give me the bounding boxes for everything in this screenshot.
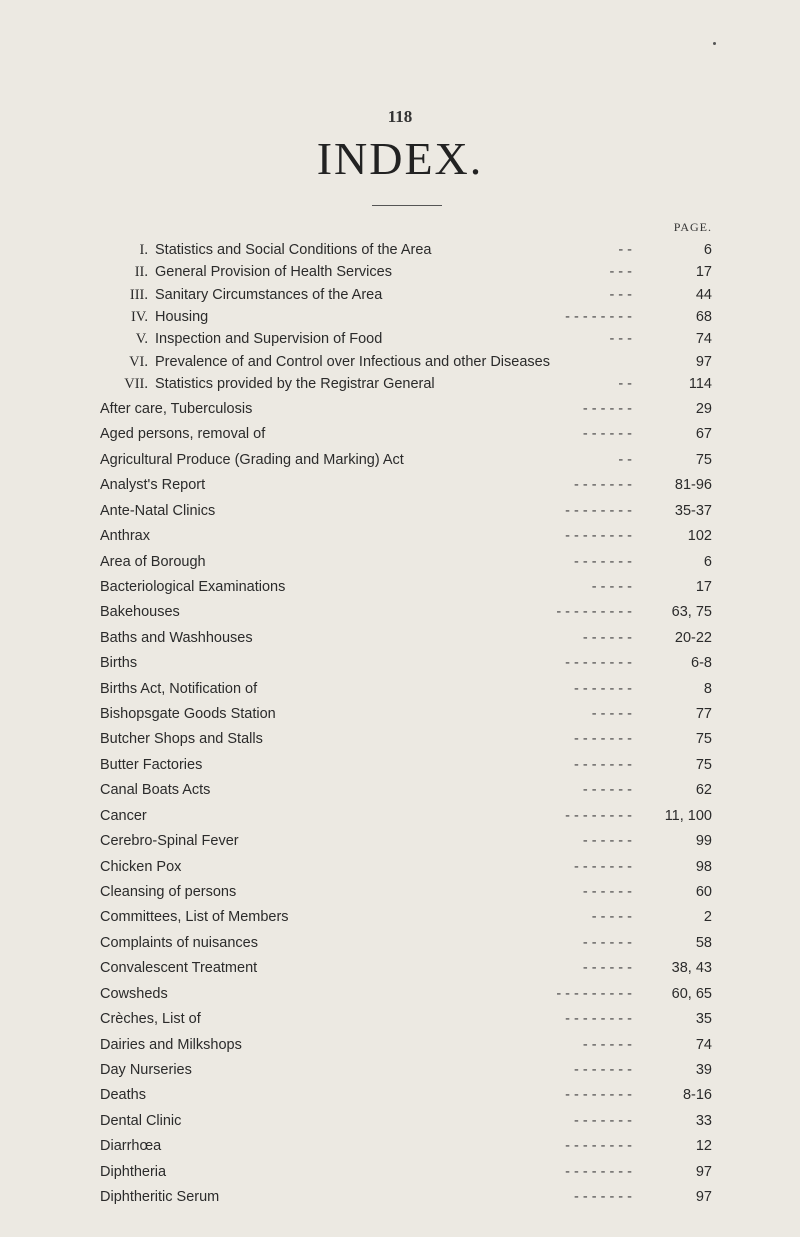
dot-leader: - - - [609,286,632,303]
page-reference: 63, 75 [671,604,712,621]
page-reference: 6 [703,242,712,258]
page-reference: 35-37 [674,502,712,519]
page-column-header: PAGE. [673,220,712,234]
page-reference: 60, 65 [671,985,712,1002]
chapter-row [0,261,800,283]
entry-title: After care, Tuberculosis [100,401,253,417]
page-reference: 11, 100 [664,807,712,824]
entry-title: Committees, List of Members [100,909,289,926]
page-reference: 74 [695,1036,712,1053]
index-entry [0,830,800,852]
dot-leader: - - - - - - [582,426,632,443]
index-entry [0,474,800,496]
dot-leader: - - [618,242,632,258]
index-entry [0,500,800,522]
dot-leader: - - [618,451,632,468]
page-reference: 97 [695,1189,712,1206]
index-entry [0,1084,800,1106]
dot-leader: - - - - - - [582,782,632,799]
chapter-title: Sanitary Circumstances of the Area [155,286,383,303]
entry-title: Ante-Natal Clinics [100,502,216,519]
chapter-numeral: VII. [124,375,148,392]
chapter-numeral: IV. [130,308,148,325]
dot-leader: - - - - - - - - [565,528,632,545]
dot-leader: - - - - - - - - [565,807,632,824]
chapter-row [0,239,800,261]
entry-title: Cancer [100,807,147,824]
dot-leader: - - - - - - - [574,731,632,748]
entry-title: Bakehouses [100,604,180,621]
entry-title: Births [100,655,138,672]
entry-title: Baths and Washhouses [100,629,253,646]
entry-title: Crèches, List of [100,1011,201,1028]
dot-leader: - - - - - - - - [565,1138,632,1155]
chapter-row [0,373,800,395]
page-reference: 17 [695,578,712,595]
page-reference: 75 [695,731,712,748]
dot-leader: - - - - - [591,578,632,595]
index-entry [0,1008,800,1030]
index-entry [0,1186,800,1208]
dot-leader: - - - - - - - - [565,308,632,325]
entry-title: Bishopsgate Goods Station [100,706,276,723]
chapter-numeral: III. [129,286,148,303]
page-reference: 17 [695,264,712,281]
page-reference: 62 [695,782,712,799]
entry-title: Anthrax [100,528,150,545]
page-reference: 114 [688,375,712,392]
dot-leader: - - - [609,331,632,348]
index-entry [0,576,800,598]
page-reference: 20-22 [674,629,712,646]
page-reference: 2 [703,909,712,926]
chapter-numeral: V. [135,331,148,348]
dot-leader: - - [618,375,632,392]
page-reference: 8 [703,680,712,697]
dot-leader: - - - - - - [582,629,632,646]
dot-leader: - - - - - - - - [565,1087,632,1104]
page-reference: 97 [695,1163,712,1180]
index-entry [0,856,800,878]
chapter-row [0,284,800,306]
index-entry [0,703,800,725]
dot-leader: - - - - - - - - [565,1011,632,1028]
entry-title: Complaints of nuisances [100,934,258,951]
entry-title: Chicken Pox [100,858,182,875]
entry-title: Analyst's Report [100,477,206,494]
dot-leader: - - - [609,264,632,281]
index-entry [0,906,800,928]
page-reference: 35 [695,1011,712,1028]
index-entry [0,398,800,420]
page-reference: 97 [695,353,712,370]
entry-title: Dairies and Milkshops [100,1036,242,1053]
page-reference: 44 [695,286,712,303]
entry-title: Cowsheds [100,985,168,1002]
entry-title: Area of Borough [100,553,206,570]
dot-leader: - - - - - [591,706,632,723]
chapter-title: Inspection and Supervision of Food [155,331,383,348]
index-entry [0,1110,800,1132]
page-reference: 77 [695,706,712,723]
page-reference: 68 [695,308,712,325]
page-reference: 67 [695,426,712,443]
page-reference: 99 [695,833,712,850]
entry-title: Births Act, Notification of [100,680,258,697]
page-reference: 102 [687,528,712,545]
index-entry [0,1161,800,1183]
dot-leader: - - - - - - - - - [556,604,632,621]
page-title: INDEX. [316,133,484,184]
index-entry [0,805,800,827]
entry-title: Convalescent Treatment [100,960,258,977]
chapter-title: Statistics provided by the Registrar General [155,375,435,392]
page-reference: 8-16 [682,1087,712,1104]
index-entry [0,754,800,776]
page-reference: 74 [695,331,712,348]
chapter-row [0,306,800,328]
index-entry [0,678,800,700]
title-divider [372,205,442,206]
dot-leader: - - - - - - [582,401,632,417]
dot-leader: - - - - - - [582,1036,632,1053]
dot-leader: - - - - - - [582,883,632,900]
chapter-title: Prevalence of and Control over Infectious and other Diseases [155,353,550,370]
entry-title: Diarrhœa [100,1138,162,1155]
dot-leader: - - - - - - - [574,680,632,697]
dot-leader: - - - - - - - - [565,1163,632,1180]
dot-leader: - - - - - - - [574,858,632,875]
index-entry [0,957,800,979]
chapter-numeral: I. [139,242,148,258]
chapter-numeral: VI. [129,353,148,370]
dot-leader: - - - - - - - [574,1189,632,1206]
dot-leader: - - - - - - [582,960,632,977]
index-entry [0,1059,800,1081]
entry-title: Diphtheritic Serum [100,1189,220,1206]
chapter-numeral: II. [134,264,148,281]
dot-leader: - - - - - - [582,934,632,951]
index-entry [0,1135,800,1157]
dot-leader: - - - - - - - - [565,655,632,672]
index-entry [0,881,800,903]
page-number: 118 [387,107,413,126]
index-entry [0,983,800,1005]
entry-title: Day Nurseries [100,1061,192,1078]
dot-leader: - - - - - - - [574,477,632,494]
entry-title: Cerebro-Spinal Fever [100,833,239,850]
page-reference: 6-8 [691,655,712,672]
dot-leader: - - - - - - - - [565,502,632,519]
dot-leader: - - - - - - - [574,756,632,773]
page-reference: 6 [703,553,712,570]
page-reference: 39 [695,1061,712,1078]
index-entry [0,728,800,750]
chapter-row [0,328,800,350]
page-reference: 60 [695,883,712,900]
dot-leader: - - - - - - - [574,1112,632,1129]
entry-title: Cleansing of persons [100,883,237,900]
entry-title: Canal Boats Acts [100,782,211,799]
index-entry [0,932,800,954]
page-reference: 75 [695,451,712,468]
index-entry [0,627,800,649]
page-reference: 58 [695,934,712,951]
dot-leader: - - - - - - - [574,1061,632,1078]
page-reference: 29 [695,401,712,417]
index-entry [0,652,800,674]
entry-title: Butter Factories [100,756,203,773]
page-reference: 75 [695,756,712,773]
index-entry [0,1034,800,1056]
dot-leader: - - - - - - - - - [556,985,632,1002]
chapter-title: Housing [155,308,209,325]
entry-title: Deaths [100,1087,146,1104]
page-reference: 81-96 [674,477,712,494]
index-entry [0,423,800,445]
dot-leader: - - - - - - - [574,553,632,570]
entry-title: Diphtheria [100,1163,167,1180]
dot-leader: - - - - - - [582,833,632,850]
chapter-title: Statistics and Social Conditions of the Area [155,242,432,258]
entry-title: Aged persons, removal of [100,426,266,443]
index-entry [0,551,800,573]
page-reference: 38, 43 [671,960,712,977]
chapter-title: General Provision of Health Services [155,264,392,281]
index-entry [0,525,800,547]
entry-title: Agricultural Produce (Grading and Marking) Act [100,451,404,468]
index-entry [0,449,800,471]
entry-title: Bacteriological Examinations [100,578,286,595]
entry-title: Butcher Shops and Stalls [100,731,263,748]
index-entry [0,779,800,801]
page-reference: 33 [695,1112,712,1129]
ink-speck [713,42,716,45]
index-entry [0,601,800,623]
page-reference: 12 [695,1138,712,1155]
dot-leader: - - - - - [591,909,632,926]
page-reference: 98 [695,858,712,875]
entry-title: Dental Clinic [100,1112,182,1129]
chapter-row [0,351,800,373]
